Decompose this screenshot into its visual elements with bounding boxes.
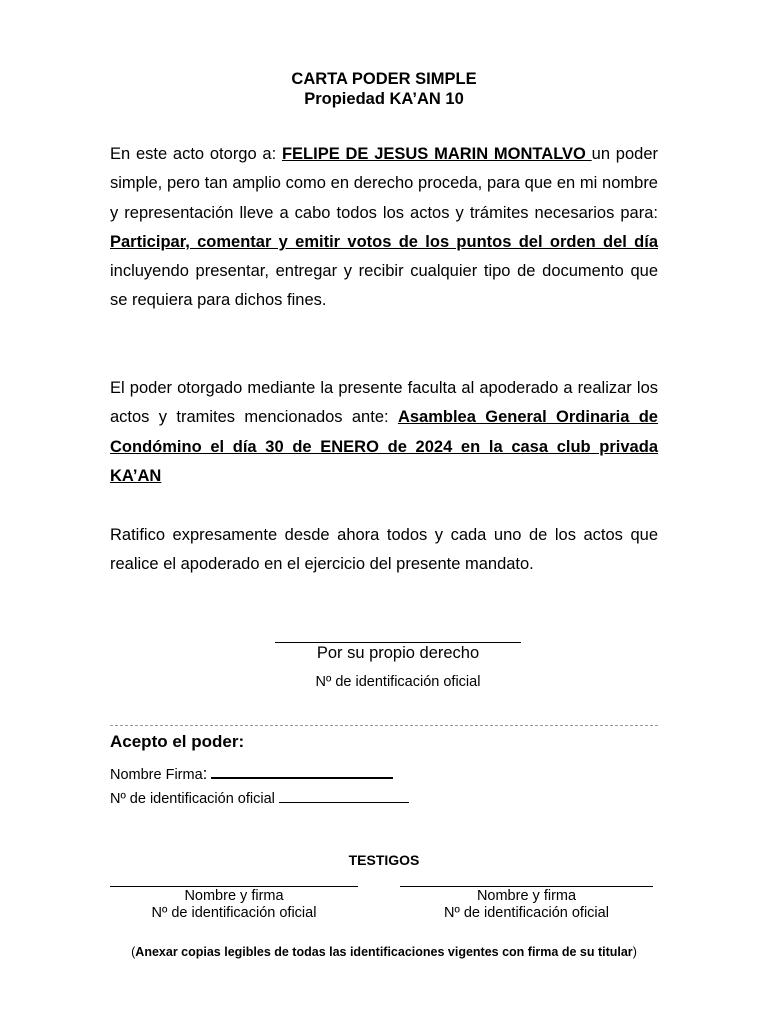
paragraph-faculty	[110, 374, 658, 491]
grantor-signature-line	[275, 642, 521, 643]
acceptance-heading: Acepto el poder:	[110, 732, 245, 751]
witness-right-name-label: Nombre y firma	[476, 888, 577, 904]
grant-text-3: incluyendo presentar, entregar y recibir cualquier tipo de documento que se requiera para dichos fines.	[110, 262, 658, 310]
footer-note	[0, 945, 768, 959]
acceptance-name-blank[interactable]	[211, 777, 393, 779]
witness-right-line	[400, 886, 653, 887]
grantor-signature-label: Por su propio derecho	[316, 644, 480, 662]
grantor-id-label: Nº de identificación oficial	[315, 674, 481, 690]
grant-purpose: Participar, comentar y emitir votos de los puntos del orden del día	[110, 232, 658, 251]
assembly-details: Asamblea General Ordinaria de Condómino el día 30 de ENERO de 2024 en la casa club privada KA’AN	[110, 408, 658, 485]
acceptance-name-field	[110, 764, 393, 784]
paragraph-grant	[110, 140, 658, 316]
acceptance-name-colon: :	[202, 764, 208, 783]
faculty-text: El poder otorgado mediante la presente faculta al apoderado a realizar los actos y tramites mencionados ante:	[110, 379, 658, 427]
ratify-text: Ratifico expresamente desde ahora todos y cada uno de los actos que realice el apoderado en el ejercicio del presente mandato.	[110, 526, 658, 574]
document-title: CARTA PODER SIMPLE	[291, 70, 477, 88]
acceptance-id-blank[interactable]	[279, 802, 409, 803]
acceptance-id-field	[110, 791, 409, 807]
witnesses-heading: TESTIGOS	[348, 852, 420, 868]
acceptance-id-label: Nº de identificación oficial	[110, 791, 275, 807]
witness-left-id-label: Nº de identificación oficial	[151, 905, 317, 921]
witness-right-id-label: Nº de identificación oficial	[444, 905, 609, 921]
acceptance-name-label: Nombre Firma	[110, 767, 203, 783]
document-subtitle: Propiedad KA’AN 10	[304, 90, 464, 108]
attorney-name: FELIPE DE JESUS MARIN MONTALVO	[281, 145, 592, 163]
footer-note-open: (	[131, 945, 136, 959]
grant-text-2: un poder simple, pero tan amplio como en derecho proceda, para que en mi nombre y representación lleve a cabo todos los actos y trámites necesarios para:	[110, 145, 658, 222]
section-divider	[110, 725, 658, 726]
footer-note-close: )	[632, 945, 637, 959]
witness-left-name-label: Nombre y firma	[184, 888, 284, 904]
grant-text-1: En este acto otorgo a:	[110, 145, 282, 163]
witness-left-line	[110, 886, 358, 887]
footer-note-text: Anexar copias legibles de todas las identificaciones vigentes con firma de su titular	[135, 945, 633, 959]
paragraph-ratify	[110, 521, 658, 580]
